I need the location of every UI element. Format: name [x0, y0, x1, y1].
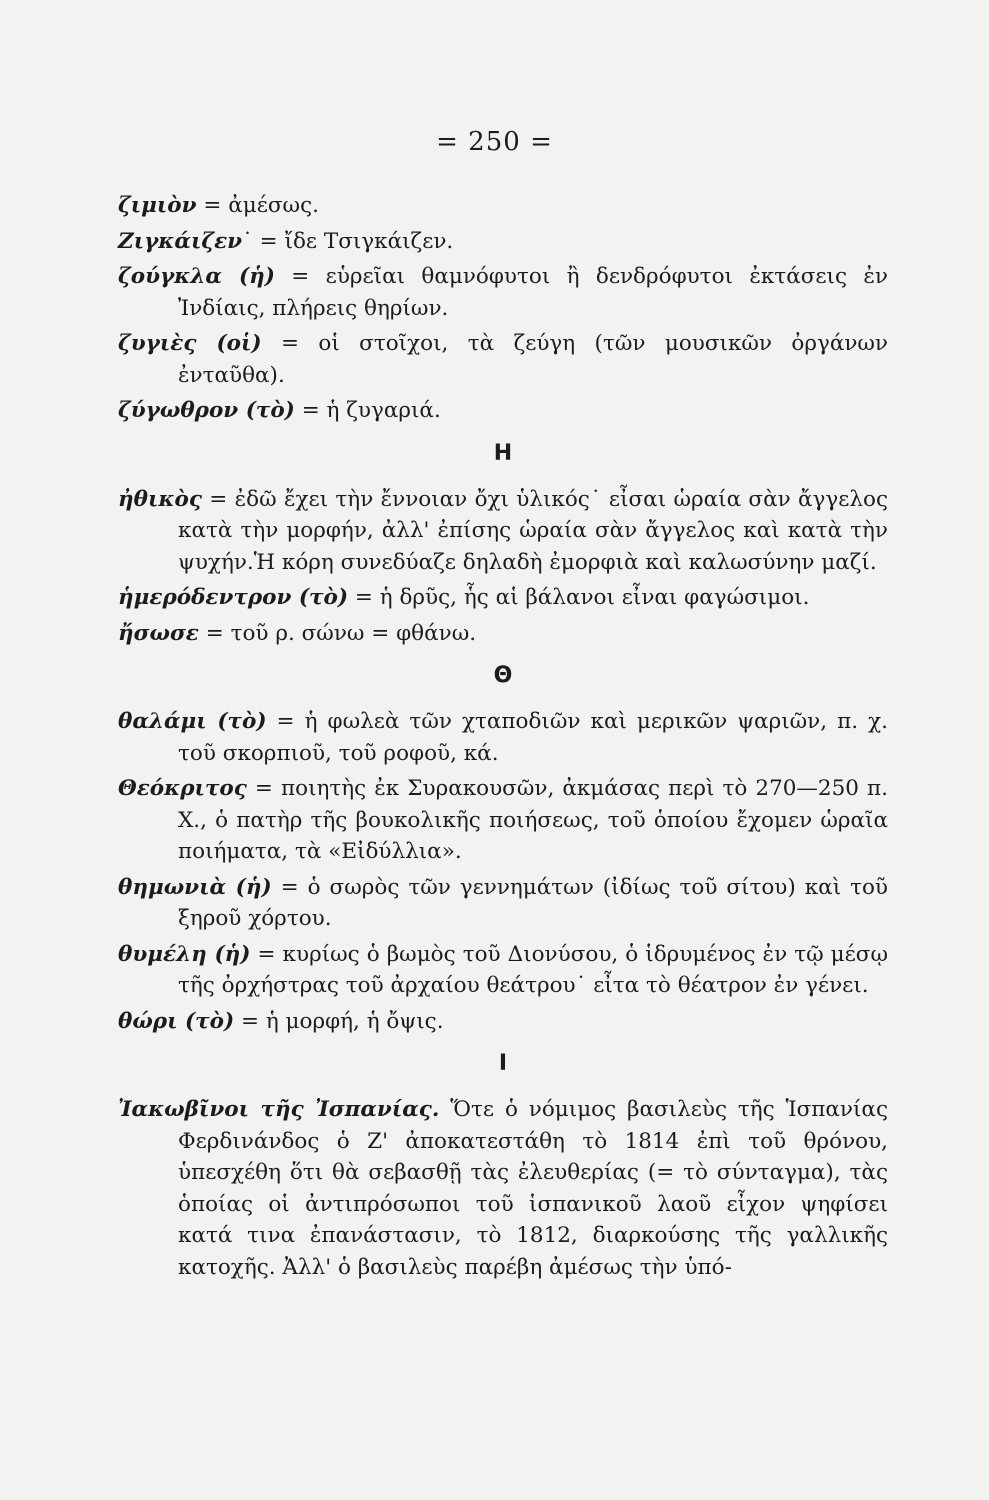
- entry-definition: = ἡ ζυγαριά.: [294, 398, 441, 423]
- entry-lemma: ἠθικὸς: [118, 486, 202, 512]
- entry-lemma: Ζιγκάιζεν: [118, 228, 243, 254]
- glossary-entry: [118, 1094, 888, 1283]
- entry-lemma: ζούγκλα (ἡ): [118, 264, 275, 289]
- glossary-entry: [118, 395, 888, 427]
- entry-definition: = ὁ σωρὸς τῶν γεννημάτων (ἰδίως τοῦ σίτου) καὶ τοῦ ξηροῦ χόρτου.: [178, 874, 889, 931]
- entry-definition: ˙ = ἴδε Τσιγκάιζεν.: [242, 228, 454, 254]
- entry-lemma: ζυγιὲς (οἱ): [118, 331, 262, 356]
- entries-group-eta: [118, 484, 888, 650]
- section-heading-eta: Η: [493, 440, 513, 466]
- entry-lemma: ζύγωθρον (τὸ): [118, 398, 295, 423]
- glossary-entry: [118, 872, 888, 935]
- entry-lemma: θαλάμι (τὸ): [118, 709, 267, 734]
- entry-definition: = ἡ μορφή, ἡ ὄψις.: [234, 1008, 444, 1034]
- glossary-entry: [118, 773, 888, 868]
- entry-lemma: θώρι (τὸ): [118, 1008, 235, 1034]
- entries-group-theta: [118, 706, 888, 1037]
- entry-definition: = κυρίως ὁ βωμὸς τοῦ Διονύσου, ὁ ἱδρυμένος ἐν τῷ μέσῳ τῆς ὀρχήστρας τοῦ ἀρχαίου θεάτρου˙ εἶτα τὸ θέατρον ἐν γένει.: [178, 941, 888, 998]
- entry-lemma: ἡμερόδεντρον (τὸ): [118, 585, 349, 610]
- entry-definition: = οἱ στοῖχοι, τὰ ζεύγη (τῶν μουσικῶν ὀργάνων ἐνταῦθα).: [178, 331, 889, 388]
- entry-lemma: Θεόκριτος: [118, 776, 247, 801]
- glossary-entry: [118, 1006, 888, 1038]
- glossary-content: [118, 190, 888, 1287]
- glossary-entry: [118, 939, 888, 1002]
- entry-lemma: θυμέλη (ἡ): [118, 941, 251, 967]
- entries-group-z: [118, 190, 888, 427]
- glossary-entry: [118, 226, 888, 258]
- glossary-entry: [118, 706, 888, 769]
- entry-lemma: ἤσωσε: [118, 620, 199, 646]
- glossary-entry: [118, 261, 888, 324]
- entry-definition: = εὑρεῖαι θαμνόφυτοι ἢ δενδρόφυτοι ἐκτάσεις ἐν Ἰνδίαις, πλήρεις θηρίων.: [178, 264, 888, 321]
- entry-lemma: θημωνιὰ (ἡ): [118, 874, 272, 900]
- page-number: = 250 =: [436, 127, 553, 157]
- glossary-entry: [118, 484, 888, 579]
- glossary-entry: [118, 582, 888, 614]
- glossary-entry: [118, 618, 888, 650]
- entry-definition: = ἡ φωλεὰ τῶν χταποδιῶν καὶ μερικῶν ψαριῶν, π. χ. τοῦ σκορπιοῦ, τοῦ ροφοῦ, κά.: [178, 709, 888, 766]
- entry-definition: = ἐδῶ ἔχει τὴν ἔννοιαν ὄχι ὑλικός˙ εἶσαι ὡραία σὰν ἄγγελος κατὰ τὴν μορφήν, ἀλλ' ἐπίσης ὡραία σὰν ἄγγελος καὶ κατὰ τὴν ψυχήν.Ἡ κόρη συνεδύαζε δηλαδὴ ἐμορφιὰ καὶ καλωσύνην μαζί.: [178, 486, 888, 575]
- entry-definition: = ἡ δρῦς, ἧς αἱ βάλανοι εἶναι φαγώσιμοι.: [348, 585, 810, 610]
- entry-definition: = ἀμέσως.: [196, 193, 319, 218]
- entries-group-iota: [118, 1094, 888, 1283]
- section-heading-iota: Ι: [498, 1051, 508, 1076]
- glossary-entry: [118, 328, 888, 391]
- glossary-entry: [118, 190, 888, 222]
- entry-definition: Ὅτε ὁ νόμιμος βασιλεὺς τῆς Ἱσπανίας Φερδινάνδος ὁ Ζ' ἀποκατεστάθη τὸ 1814 ἐπὶ τοῦ θρόνου, ὑπεσχέθη ὅτι θὰ σεβασθῇ τὰς ἐλευθερίας (= τὸ σύνταγμα), τὰς ὁποίας οἱ ἀντιπρόσωποι τοῦ ἱσπανικοῦ λαοῦ εἶχον ψηφίσει κατά τινα ἐπανάστασιν, τὸ 1812, διαρκούσης τῆς γαλλικῆς κατοχῆς. Ἀλλ' ὁ βασιλεὺς παρέβη ἀμέσως τὴν ὑπό-: [178, 1097, 888, 1280]
- entry-lemma: Ἰακωβῖνοι τῆς Ἰσπανίας.: [118, 1097, 440, 1122]
- entry-definition: = ποιητὴς ἐκ Συρακουσῶν, ἀκμάσας περὶ τὸ 270—250 π. Χ., ὁ πατὴρ τῆς βουκολικῆς ποιήσεως, τοῦ ὁποίου ἔχομεν ὡραῖα ποιήματα, τὰ «Εἰδύλλια».: [178, 776, 888, 864]
- section-heading-theta: Θ: [493, 663, 513, 688]
- entry-definition: = τοῦ ρ. σώνω = φθάνω.: [198, 620, 477, 646]
- entry-lemma: ζιμιὸν: [118, 193, 197, 218]
